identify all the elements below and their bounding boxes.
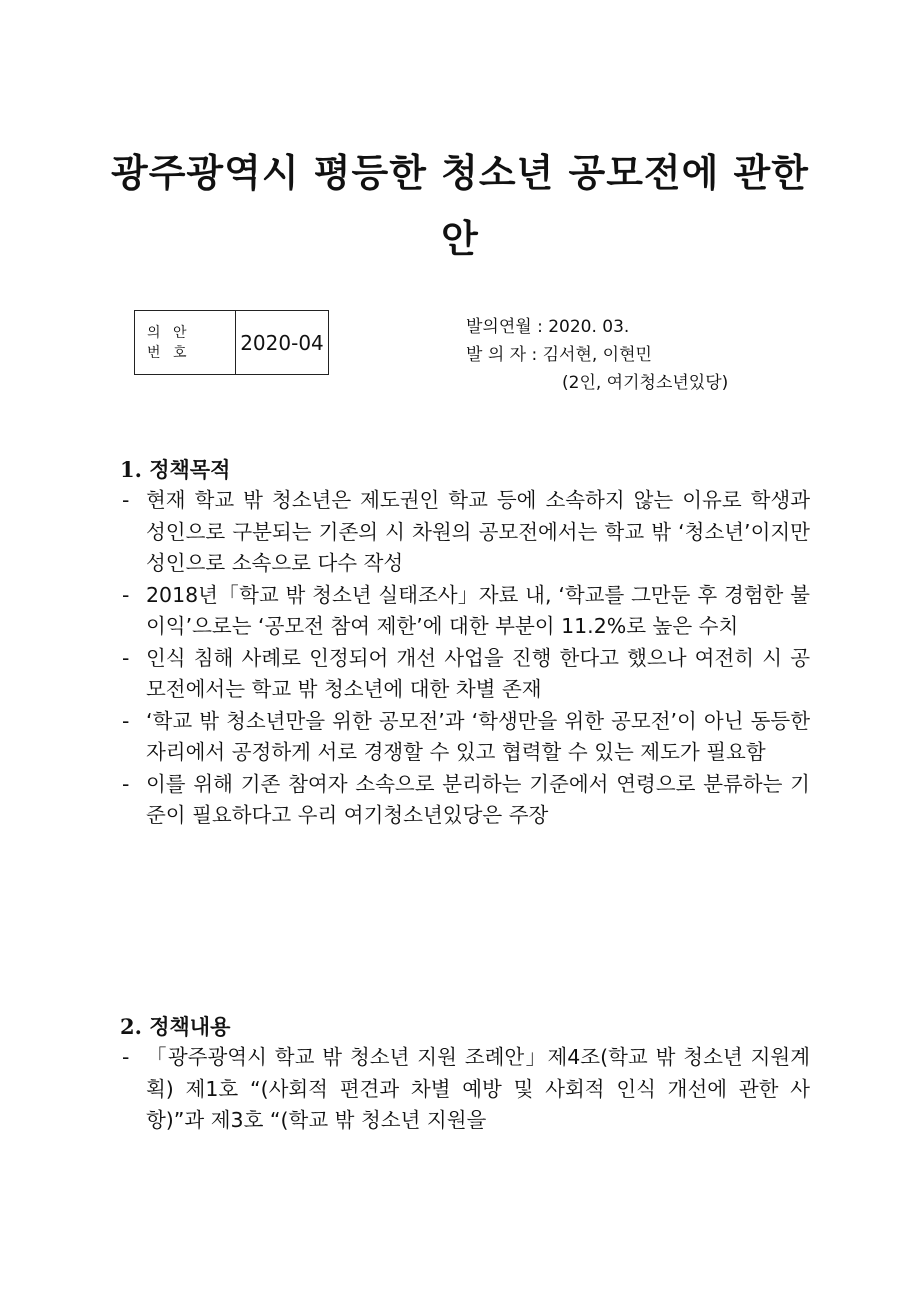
bill-number-box xyxy=(134,310,329,375)
bullet-dash: - xyxy=(122,771,130,796)
list-item xyxy=(120,485,810,580)
section-title: 2. 정책내용 xyxy=(120,1014,231,1039)
sponsors: 발 의 자 : 김서현, 이현민 xyxy=(466,345,652,365)
title-line-2: 안 xyxy=(441,216,479,261)
list-item-text: 현재 학교 밖 청소년은 제도권인 학교 등에 소속하지 않는 이유로 학생과 성인으로 구분되는 기존의 시 차원의 공모전에서는 학교 밖 ‘청소년’이지만 성인으로 소속으로 다수 작성 xyxy=(146,488,810,575)
proposal-date: 발의연월 : 2020. 03. xyxy=(466,317,630,337)
sponsors-note: (2인, 여기청소년있당) xyxy=(562,373,729,393)
list-item xyxy=(120,769,810,832)
bullet-dash: - xyxy=(122,1045,130,1069)
list-item xyxy=(120,580,810,643)
list-item xyxy=(120,706,810,769)
document-title xyxy=(100,140,820,272)
list-item-text: 이를 위해 기존 참여자 소속으로 분리하는 기준에서 연령으로 분류하는 기준이 필요하다고 우리 여기청소년있당은 주장 xyxy=(146,771,810,827)
bullet-dash: - xyxy=(122,582,130,607)
section-policy-purpose xyxy=(120,455,810,832)
list-item-text: 인식 침해 사례로 인정되어 개선 사업을 진행 한다고 했으나 여전히 시 공모전에서는 학교 밖 청소년에 대한 차별 존재 xyxy=(146,645,810,701)
bill-label-line-2: 번 호 xyxy=(147,344,191,361)
bullet-dash: - xyxy=(122,488,130,512)
bill-label-line-1: 의 안 xyxy=(147,324,191,341)
list-item xyxy=(120,643,810,706)
bill-number-label xyxy=(135,311,236,374)
section-policy-content xyxy=(120,1012,810,1137)
bullet-dash: - xyxy=(122,708,130,733)
bill-number-value: 2020-04 xyxy=(240,330,324,355)
title-line-1: 광주광역시 평등한 청소년 공모전에 관한 xyxy=(111,150,809,195)
list-item-text: 「광주광역시 학교 밖 청소년 지원 조례안」제4조(학교 밖 청소년 지원계획) 제1호 “(사회적 편견과 차별 예방 및 사회적 인식 개선에 관한 사항)”과 제3호 “(학교 밖 청소년 지원을 xyxy=(146,1045,810,1132)
bullet-dash: - xyxy=(122,645,130,670)
list-item-text: 2018년「학교 밖 청소년 실태조사」자료 내, ‘학교를 그만둔 후 경험한 불이익’으로는 ‘공모전 참여 제한’에 대한 부분이 11.2%로 높은 수치 xyxy=(146,582,810,638)
section-title: 1. 정책목적 xyxy=(120,457,231,482)
bill-meta xyxy=(466,313,728,397)
list-item-text: ‘학교 밖 청소년만을 위한 공모전’과 ‘학생만을 위한 공모전’이 아닌 동등한 자리에서 공정하게 서로 경쟁할 수 있고 협력할 수 있는 제도가 필요함 xyxy=(146,708,810,764)
list-item xyxy=(120,1042,810,1137)
